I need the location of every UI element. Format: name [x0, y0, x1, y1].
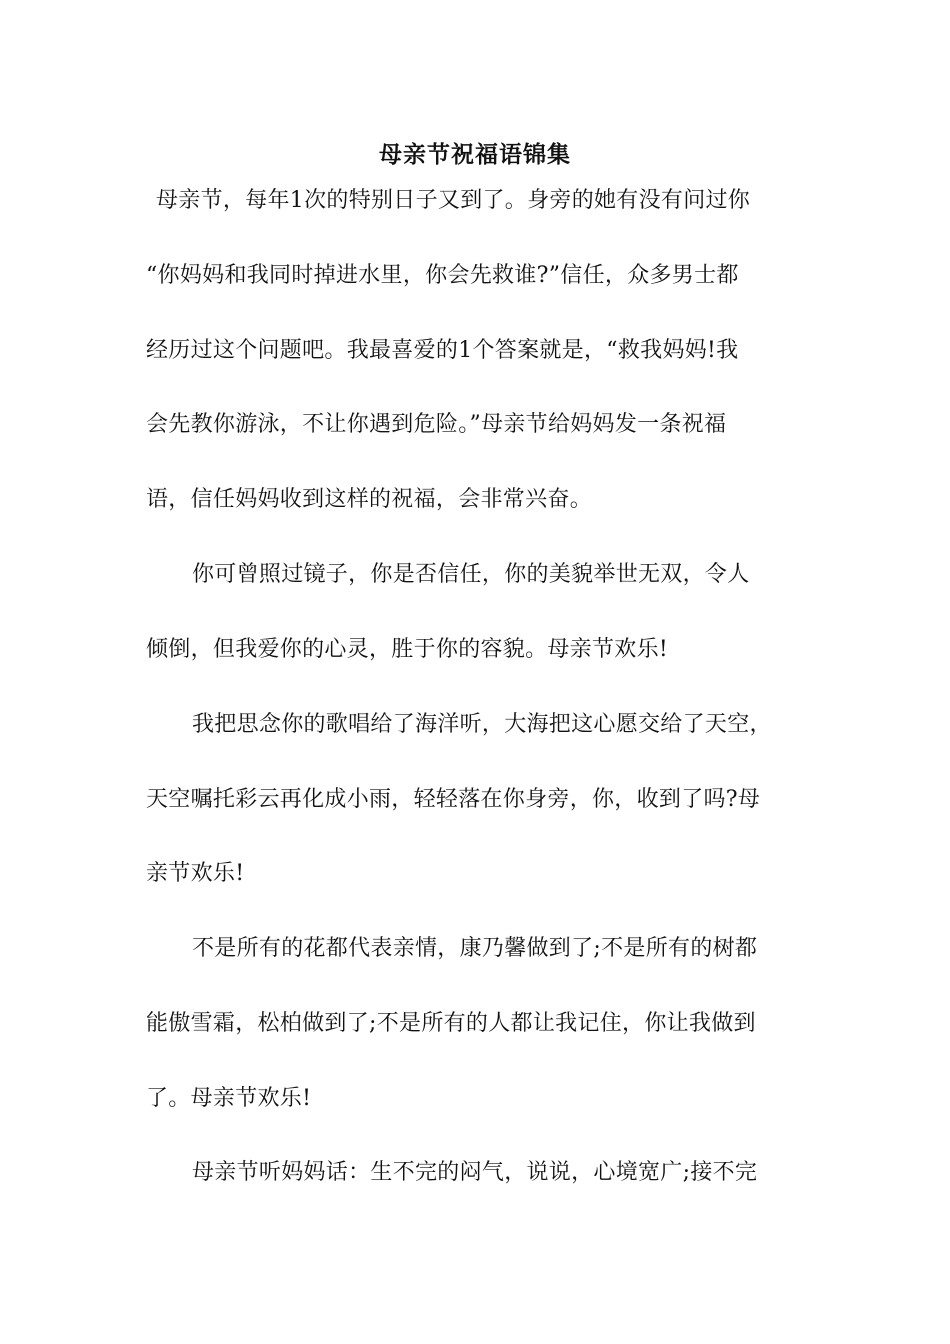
- text-line: 倾倒，但我爱你的心灵，胜于你的容貌。母亲节欢乐!: [146, 637, 669, 662]
- text-line: 母亲节听妈妈话：生不完的闷气，说说，心境宽广;接不完: [192, 1160, 758, 1185]
- text-line: 亲节欢乐!: [146, 861, 245, 886]
- document-title: 母亲节祝福语锦集: [379, 141, 571, 168]
- text-line: 了。母亲节欢乐!: [146, 1086, 312, 1111]
- text-line: 你可曾照过镜子，你是否信任，你的美貌举世无双，令人: [192, 562, 750, 587]
- text-line: 不是所有的花都代表亲情，康乃馨做到了;不是所有的树都: [192, 936, 758, 961]
- text-line: 我把思念你的歌唱给了海洋听，大海把这心愿交给了天空，: [192, 712, 772, 737]
- text-line: “你妈妈和我同时掉进水里，你会先救谁?”信任，众多男士都: [146, 263, 739, 288]
- text-line: 天空嘱托彩云再化成小雨，轻轻落在你身旁，你，收到了吗?母: [146, 787, 761, 812]
- text-line: 会先教你游泳，不让你遇到危险。”母亲节给妈妈发一条祝福: [146, 412, 727, 437]
- text-line: 母亲节，每年1次的特别日子又到了。身旁的她有没有问过你: [156, 188, 751, 213]
- text-line: 经历过这个问题吧。我最喜爱的1个答案就是，“救我妈妈!我: [146, 338, 739, 363]
- text-line: 语，信任妈妈收到这样的祝福，会非常兴奋。: [146, 487, 593, 512]
- text-line: 能傲雪霜，松柏做到了;不是所有的人都让我记住，你让我做到: [146, 1011, 756, 1036]
